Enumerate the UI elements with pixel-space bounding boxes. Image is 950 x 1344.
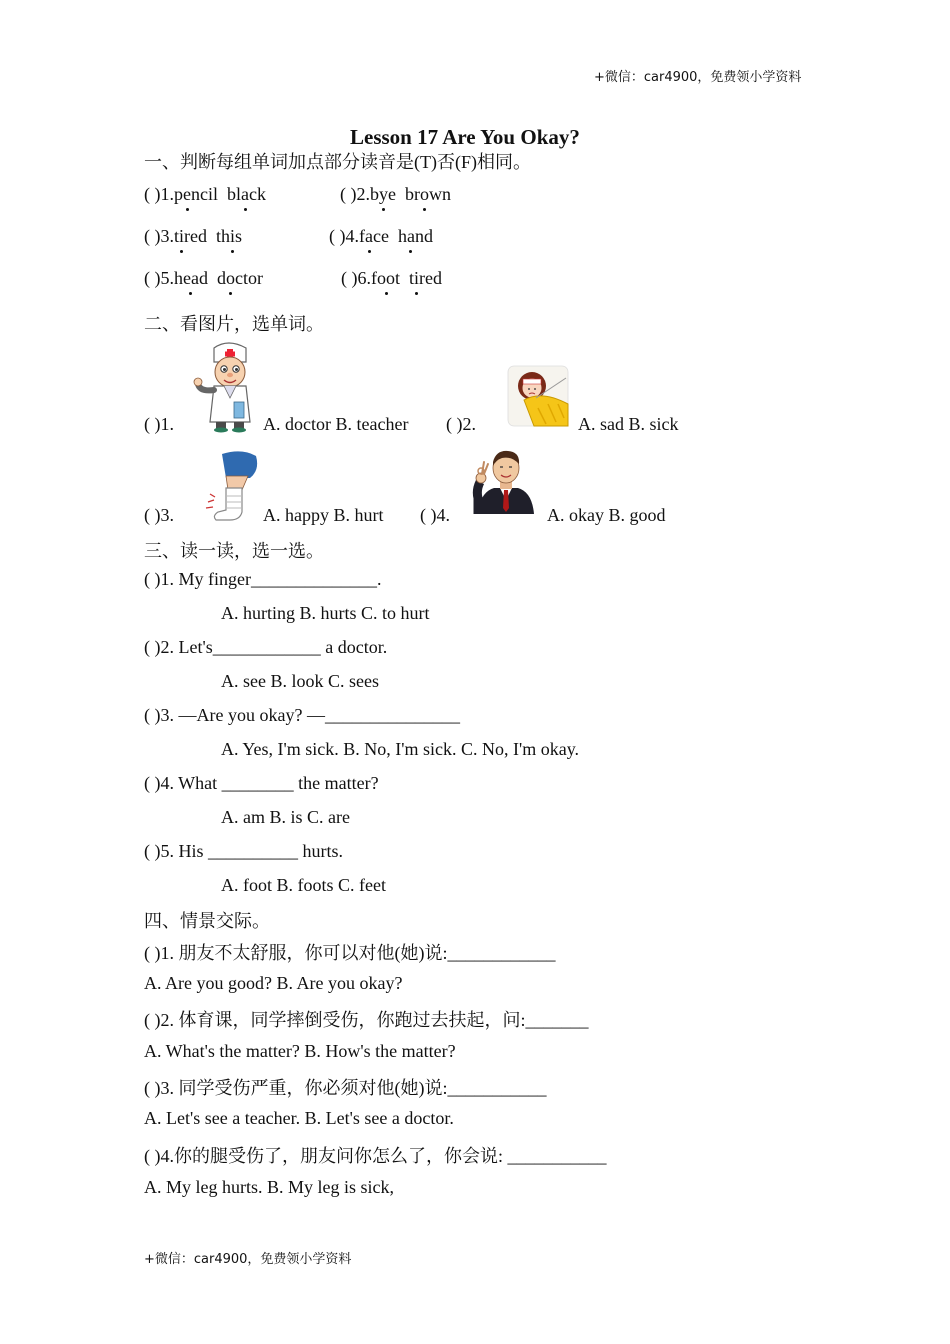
s3-question-3: ( )3. —Are you okay? —_______________ [144, 705, 460, 725]
footer-watermark: +微信：car4900，免费领小学资料 [144, 1252, 352, 1267]
s1-item-5: ( )5.head doctor [144, 268, 263, 288]
s1-item-6: ( )6.foot tired [341, 268, 443, 288]
s3-question-2: ( )2. Let's____________ a doctor. [144, 637, 388, 657]
hurt-leg-image [202, 450, 260, 524]
s2-item-2-num: ( )2. [446, 414, 476, 434]
s3-options-1: A. hurting B. hurts C. to hurt [221, 603, 430, 623]
s3-options-3: A. Yes, I'm sick. B. No, I'm sick. C. No, I'm okay. [221, 739, 580, 759]
s4-options-1: A. Are you good? B. Are you okay? [144, 973, 403, 993]
s4-options-3: A. Let's see a teacher. B. Let's see a doctor. [144, 1108, 454, 1128]
s4-question-2: ( )2. 体育课，同学摔倒受伤，你跑过去扶起，问:_______ [144, 1010, 589, 1030]
s4-question-1: ( )1. 朋友不太舒服，你可以对他(她)说:____________ [144, 943, 556, 963]
page-title: Lesson 17 Are You Okay? [350, 125, 580, 149]
s2-item-3-options: A. happy B. hurt [263, 505, 384, 525]
header-watermark: +微信：car4900，免费领小学资料 [594, 70, 802, 85]
okay-man-image [472, 448, 538, 514]
s3-question-1: ( )1. My finger______________. [144, 569, 382, 589]
s2-item-4-options: A. okay B. good [547, 505, 666, 525]
s4-options-4: A. My leg hurts. B. My leg is sick, [144, 1177, 394, 1197]
s2-item-1-num: ( )1. [144, 414, 174, 434]
section3-heading: 三、读一读，选一选。 [144, 541, 324, 561]
sick-girl-image [506, 364, 570, 428]
s3-options-2: A. see B. look C. sees [221, 671, 379, 691]
doctor-image [194, 340, 258, 432]
s3-options-5: A. foot B. foots C. feet [221, 875, 386, 895]
s2-item-3-num: ( )3. [144, 505, 174, 525]
s4-question-4: ( )4.你的腿受伤了，朋友问你怎么了，你会说: ___________ [144, 1146, 607, 1166]
s2-item-4-num: ( )4. [420, 505, 450, 525]
s4-options-2: A. What's the matter? B. How's the matter? [144, 1041, 456, 1061]
s2-item-2-options: A. sad B. sick [578, 414, 679, 434]
s1-item-3: ( )3.tired this [144, 226, 243, 246]
s4-question-3: ( )3. 同学受伤严重，你必须对他(她)说:___________ [144, 1078, 547, 1098]
s3-question-4: ( )4. What ________ the matter? [144, 773, 379, 793]
s1-item-1: ( )1.pencil black [144, 184, 267, 204]
s2-item-1-options: A. doctor B. teacher [263, 414, 409, 434]
section4-heading: 四、情景交际。 [144, 911, 270, 931]
s3-options-4: A. am B. is C. are [221, 807, 350, 827]
s1-item-4: ( )4.face hand [329, 226, 433, 246]
s3-question-5: ( )5. His __________ hurts. [144, 841, 343, 861]
s1-item-2: ( )2.bye brown [340, 184, 451, 204]
section1-heading: 一、判断每组单词加点部分读音是(T)否(F)相同。 [144, 152, 531, 172]
section2-heading: 二、看图片，选单词。 [144, 314, 324, 334]
